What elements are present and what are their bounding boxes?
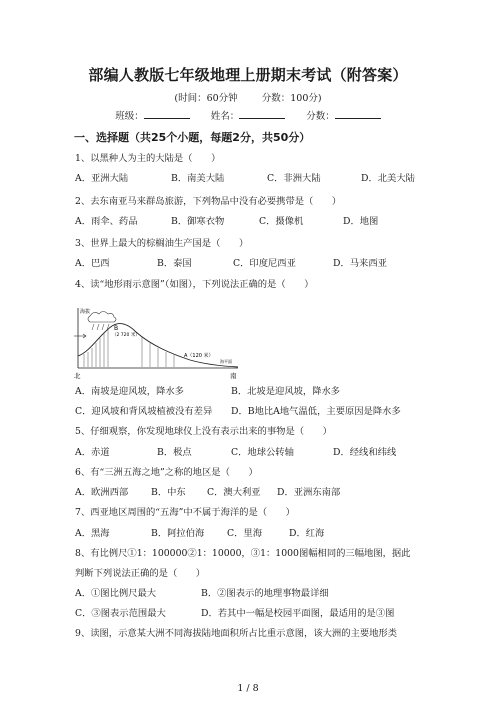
wind-arrow-icon xyxy=(74,334,86,338)
page-title: 部编人教版七年级地理上册期末考试（附答案） xyxy=(88,66,408,84)
option-d[interactable]: D．经线和纬线 xyxy=(333,447,397,458)
orographic-rain-diagram xyxy=(72,306,242,382)
option-b[interactable]: B．阿拉伯海 xyxy=(151,528,205,539)
question-3-options xyxy=(75,258,387,270)
question-8-options-row2 xyxy=(75,608,394,620)
question-5-options xyxy=(75,447,396,459)
option-d[interactable]: D．北美大陆 xyxy=(361,173,415,184)
point-a-label: A（120 米） xyxy=(184,353,214,359)
option-c[interactable]: C．摄像机 xyxy=(259,216,304,227)
option-c[interactable]: C．迎风坡和背风坡植被没有差异 xyxy=(75,406,213,417)
name-field[interactable] xyxy=(239,109,285,119)
question-4-options-row1 xyxy=(75,386,340,398)
point-b-altitude: （2 720 米） xyxy=(112,333,140,338)
option-a[interactable]: A．黑海 xyxy=(75,528,110,539)
option-a[interactable]: A．赤道 xyxy=(75,447,110,458)
option-a[interactable]: A．巴西 xyxy=(75,258,110,269)
student-fields xyxy=(0,108,496,122)
exam-time: (时间：60分钟 xyxy=(174,93,238,104)
section-title: 一、选择题（共25个小题，每题2分，共50分） xyxy=(74,131,311,144)
sea-level-label: 海平面 xyxy=(220,359,232,364)
option-d[interactable]: D．若其中一幅是校园平面图，最适用的是③图 xyxy=(201,608,395,619)
page-number: 1 / 8 xyxy=(237,683,259,694)
option-d[interactable]: D．亚洲东南部 xyxy=(277,487,341,498)
question-3: 3、世界上最大的棕榈油生产国是（ ） xyxy=(75,238,249,249)
option-b[interactable]: B．中东 xyxy=(151,487,186,498)
option-a[interactable]: A．①图比例尺最大 xyxy=(75,588,157,599)
score-field[interactable] xyxy=(335,109,381,119)
cloud-icon xyxy=(88,312,116,323)
question-8-continued: 判断下列说法正确的是（ ） xyxy=(75,568,206,579)
question-4-options-row2 xyxy=(75,406,401,418)
option-d[interactable]: D．地图 xyxy=(343,216,379,227)
north-label: 北 xyxy=(74,372,81,380)
option-c[interactable]: C．印度尼西亚 xyxy=(233,258,296,269)
option-d[interactable]: D．马来西亚 xyxy=(333,258,387,269)
option-b[interactable]: B．南美大陆 xyxy=(171,173,225,184)
option-c[interactable]: C．澳大利亚 xyxy=(207,487,261,498)
altitude-label: 海拔 xyxy=(80,309,91,315)
option-a[interactable]: A．雨伞、药品 xyxy=(75,216,138,227)
question-8: 8、有比例尺①1：100000②1：10000，③1：1000图幅相同的三幅地图，据此 xyxy=(75,548,411,559)
option-c[interactable]: C．非洲大陆 xyxy=(267,173,321,184)
question-7-options xyxy=(75,528,324,540)
question-7: 7、西亚地区周围的“五海”中不属于海洋的是（ ） xyxy=(75,507,295,518)
class-label: 班级： xyxy=(115,111,144,122)
option-a[interactable]: A．亚洲大陆 xyxy=(75,173,129,184)
question-9: 9、读图，示意某大洲不同海拔陆地面积所占比重示意图，该大洲的主要地形类 xyxy=(75,628,398,639)
option-c[interactable]: C．里海 xyxy=(227,528,263,539)
option-c[interactable]: C．地球公转轴 xyxy=(231,447,294,458)
south-label: 南 xyxy=(230,372,237,380)
option-d[interactable]: D．红海 xyxy=(289,528,325,539)
option-a[interactable]: A．南坡是迎风坡，降水多 xyxy=(75,386,184,397)
option-b[interactable]: B．极点 xyxy=(157,447,192,458)
question-1: 1、以黑种人为主的大陆是（ ） xyxy=(75,153,221,164)
question-2-options xyxy=(75,216,378,228)
score-label: 分数： xyxy=(306,111,335,122)
option-d[interactable]: D．B地比A地气温低，主要原因是降水多 xyxy=(231,406,401,417)
exam-score: 分数：100分) xyxy=(261,93,322,104)
question-5: 5、仔细观察，你发现地球仪上没有表示出来的事物是（ ） xyxy=(75,426,332,437)
name-label: 姓名： xyxy=(210,111,240,122)
question-1-options xyxy=(75,173,415,185)
option-c[interactable]: C．③图表示范围最大 xyxy=(75,608,166,619)
option-b[interactable]: B．北坡是迎风坡，降水多 xyxy=(231,386,341,397)
question-6: 6、有“三洲五海之地”之称的地区是（ ） xyxy=(75,467,258,478)
option-b[interactable]: B．御寒衣物 xyxy=(171,216,225,227)
option-b[interactable]: B．②图表示的地理事物最详细 xyxy=(201,588,329,599)
option-a[interactable]: A．欧洲西部 xyxy=(75,487,129,498)
point-b-label: B xyxy=(114,325,119,332)
question-4: 4、读“地形雨示意图”（如图），下列说法正确的是（ ） xyxy=(75,279,314,290)
question-6-options xyxy=(75,487,340,499)
question-2: 2、去东南亚马来群岛旅游，下列物品中没有必要携带是（ ） xyxy=(75,196,342,207)
class-field[interactable] xyxy=(144,109,190,119)
question-8-options-row1 xyxy=(75,588,329,600)
option-b[interactable]: B．泰国 xyxy=(157,258,192,269)
rain-icon xyxy=(92,324,109,330)
exam-info xyxy=(0,90,496,104)
